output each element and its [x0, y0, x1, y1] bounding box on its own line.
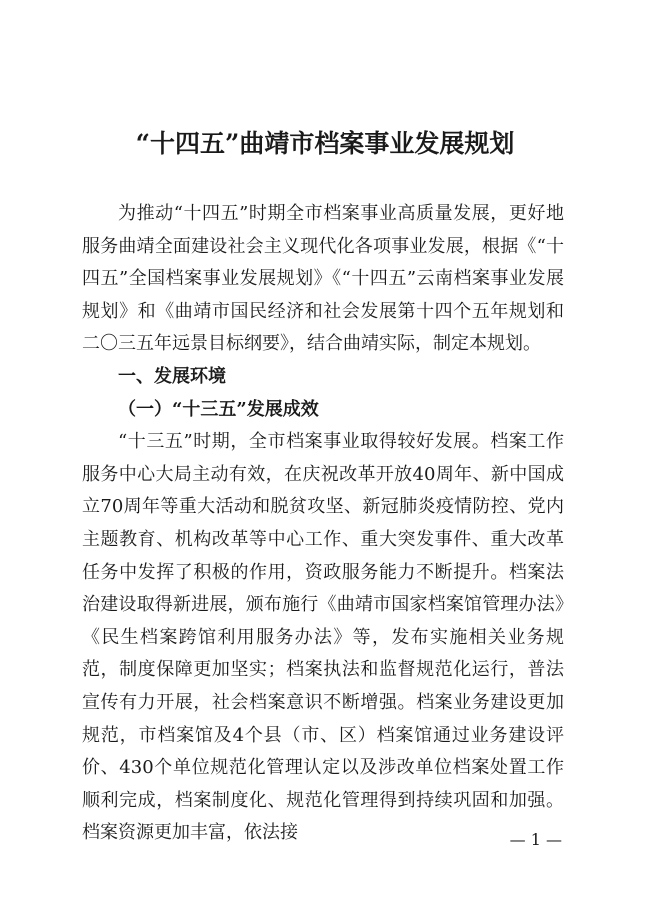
body-paragraph: “十三五”时期，全市档案事业取得较好发展。档案工作服务中心大局主动有效，在庆祝改革开放40周年、新中国成立70周年等重大活动和脱贫攻坚、新冠肺炎疫情防控、党内主题教育、机构改革等中心工作、重大突发事件、重大改革任务中发挥了积极的作用，资政服务能力不断提升。档案法治建设取得新进展，颁布施行《曲靖市国家档案馆管理办法》《民生档案跨馆利用服务办法》等，发布实施相关业务规范，制度保障更加坚实；档案执法和监督规范化运行，普法宣传有力开展，社会档案意识不断增强。档案业务建设更加规范，市档案馆及4个县（市、区）档案馆通过业务建设评价、430个单位规范化管理认定以及涉改单位档案处置工作顺利完成，档案制度化、规范化管理得到持续巩固和加强。档案资源更加丰富，依法接	[82, 431, 564, 844]
document-body	[82, 198, 564, 850]
section-heading: 一、发展环境	[118, 365, 226, 387]
intro-paragraph: 为推动“十四五”时期全市档案事业高质量发展，更好地服务曲靖全面建设社会主义现代化各项事业发展，根据《“十四五”全国档案事业发展规划》《“十四五”云南档案事业发展规划》和《曲靖市国民经济和社会发展第十四个五年规划和二〇三五年远景目标纲要》，结合曲靖实际，制定本规划。	[82, 203, 564, 355]
document-title: “十四五”曲靖市档案事业发展规划	[135, 129, 515, 158]
page-number: — 1 —	[509, 830, 562, 849]
subsection-heading: （一）“十三五”发展成效	[118, 398, 319, 420]
